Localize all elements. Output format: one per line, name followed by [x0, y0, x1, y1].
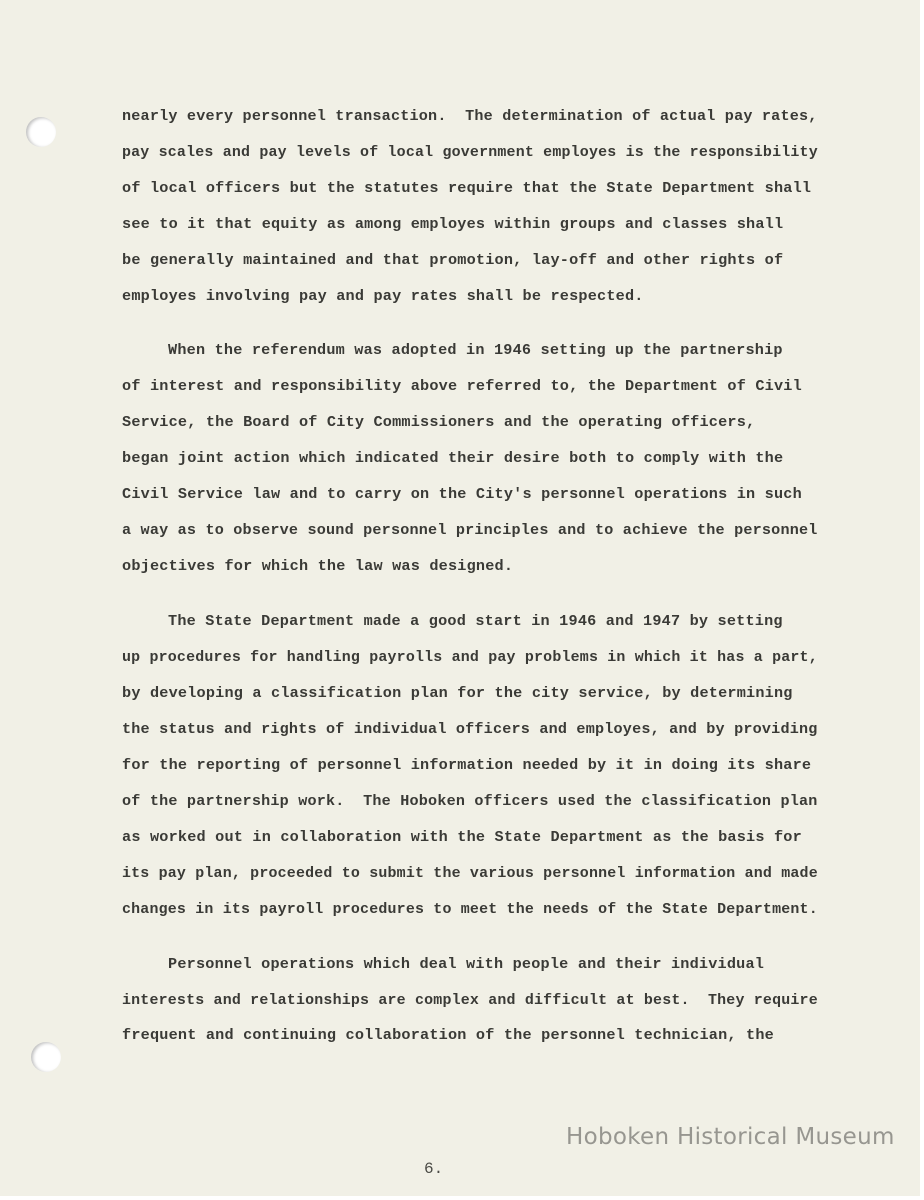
text-line: of interest and responsibility above referred to, the Department of Civil	[122, 377, 802, 395]
page-number: 6.	[424, 1160, 444, 1178]
text-line: Service, the Board of City Commissioners and the operating officers,	[122, 413, 756, 431]
text-line: nearly every personnel transaction. The determination of actual pay rates,	[122, 107, 818, 125]
text-line: Civil Service law and to carry on the City's personnel operations in such	[122, 485, 802, 503]
text-line: pay scales and pay levels of local government employes is the responsibility	[122, 143, 818, 161]
text-line: up procedures for handling payrolls and pay problems in which it has a part,	[122, 648, 818, 666]
text-line: of local officers but the statutes require that the State Department shall	[122, 179, 812, 197]
text-line: as worked out in collaboration with the State Department as the basis for	[122, 828, 802, 846]
text-line: a way as to observe sound personnel principles and to achieve the personnel	[122, 521, 818, 539]
text-line: Personnel operations which deal with people and their individual	[168, 955, 765, 973]
text-line: of the partnership work. The Hoboken officers used the classification plan	[122, 792, 818, 810]
text-line: frequent and continuing collaboration of the personnel technician, the	[122, 1026, 774, 1044]
text-line: be generally maintained and that promotion, lay-off and other rights of	[122, 251, 784, 269]
text-line: objectives for which the law was designed.	[122, 557, 514, 575]
punch-hole-bottom	[31, 1042, 61, 1072]
punch-hole-top	[26, 117, 56, 147]
text-line: by developing a classification plan for the city service, by determining	[122, 684, 793, 702]
text-line: see to it that equity as among employes within groups and classes shall	[122, 215, 784, 233]
text-line: changes in its payroll procedures to meet the needs of the State Department.	[122, 900, 818, 918]
museum-watermark: Hoboken Historical Museum	[566, 1124, 895, 1150]
text-line: for the reporting of personnel information needed by it in doing its share	[122, 756, 812, 774]
text-line: interests and relationships are complex and difficult at best. They require	[122, 991, 818, 1009]
text-line: The State Department made a good start in 1946 and 1947 by setting	[168, 612, 783, 630]
text-line: its pay plan, proceeded to submit the various personnel information and made	[122, 864, 818, 882]
text-line: employes involving pay and pay rates shall be respected.	[122, 287, 644, 305]
text-line: When the referendum was adopted in 1946 setting up the partnership	[168, 341, 783, 359]
text-line: the status and rights of individual officers and employes, and by providing	[122, 720, 818, 738]
text-line: began joint action which indicated their desire both to comply with the	[122, 449, 784, 467]
